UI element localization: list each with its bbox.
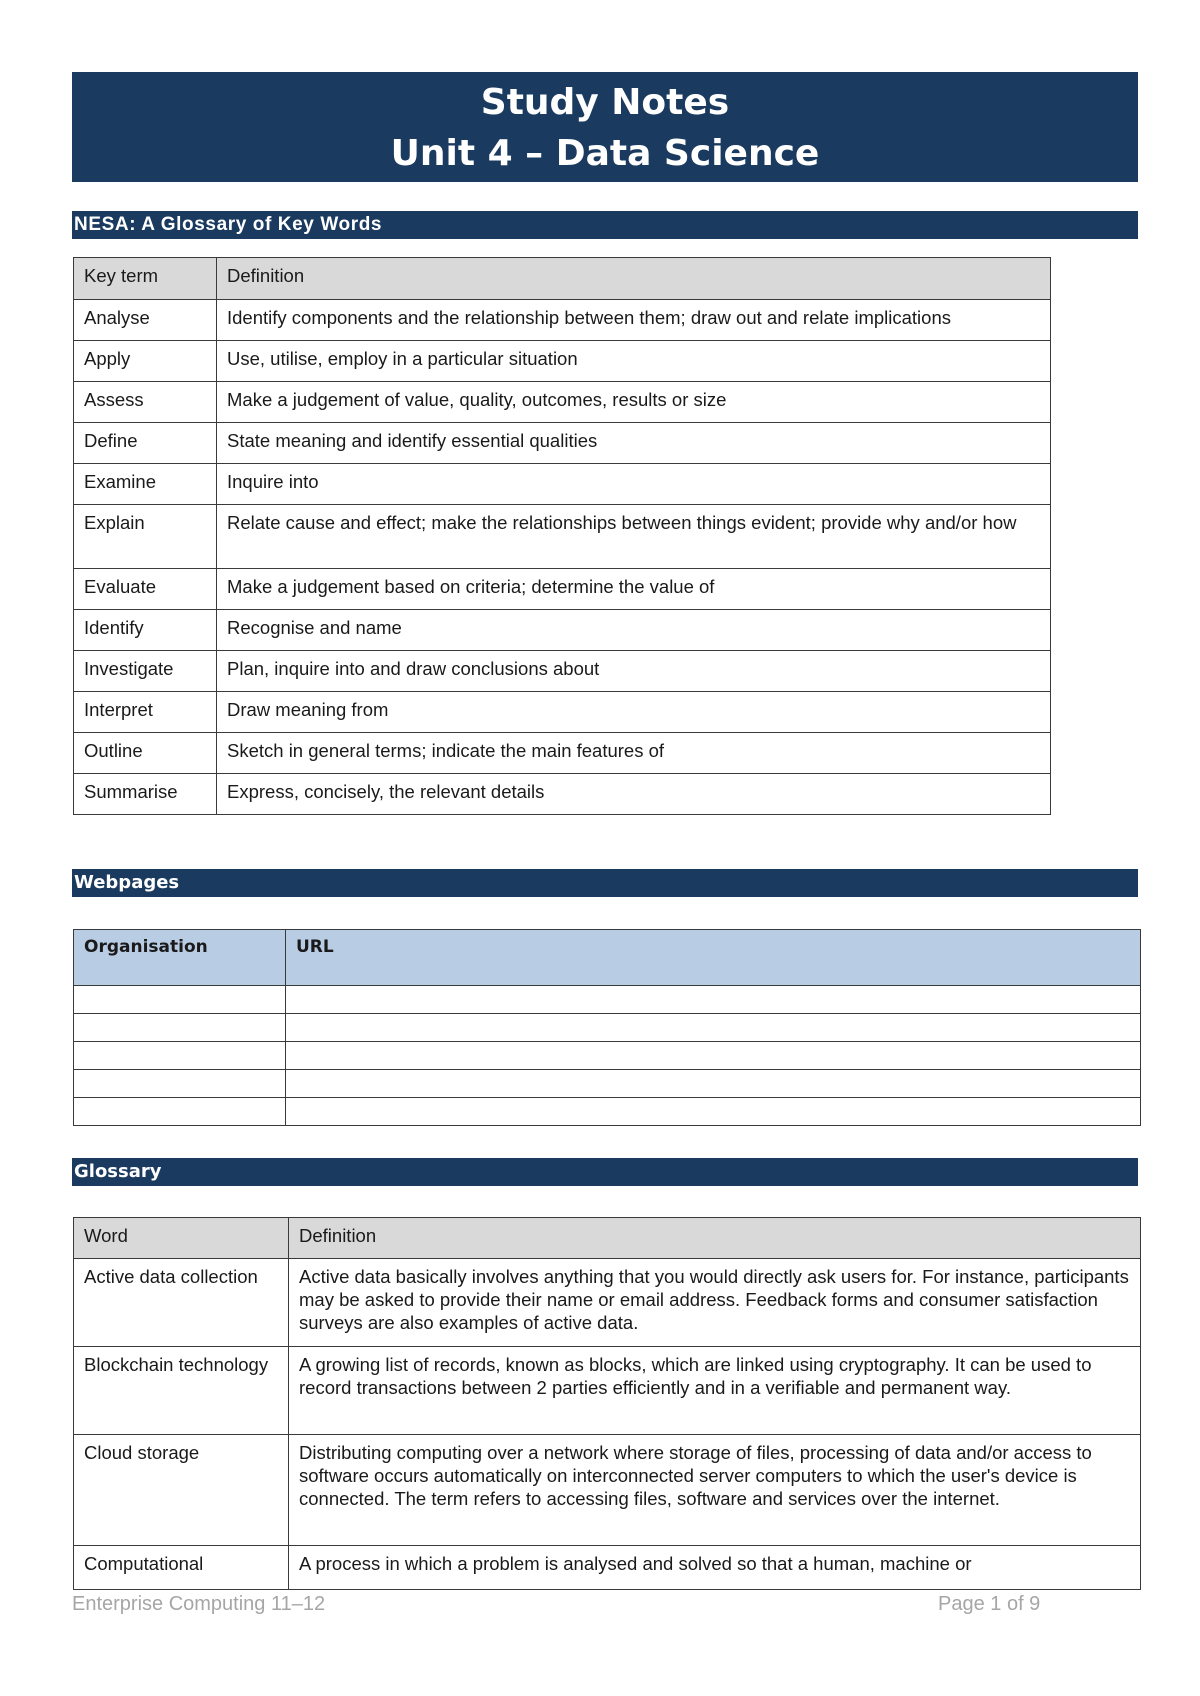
url-cell[interactable] [286, 1070, 1141, 1098]
table-row [74, 986, 1141, 1014]
column-header: Definition [217, 258, 1051, 300]
table-row [74, 569, 1051, 610]
url-cell[interactable] [286, 1098, 1141, 1126]
key-term-cell: Outline [74, 733, 217, 774]
table-row [74, 651, 1051, 692]
organisation-cell[interactable] [74, 1014, 286, 1042]
section-heading-key-words: NESA: A Glossary of Key Words [72, 211, 1138, 239]
glossary-word-cell: Blockchain technology [74, 1347, 289, 1435]
table-row [74, 300, 1051, 341]
glossary-word-cell: Computational [74, 1546, 289, 1590]
table-row [74, 1098, 1141, 1126]
table-row [74, 464, 1051, 505]
key-term-cell: Interpret [74, 692, 217, 733]
definition-cell: Inquire into [217, 464, 1051, 505]
definition-cell: Sketch in general terms; indicate the main features of [217, 733, 1051, 774]
definition-cell: Draw meaning from [217, 692, 1051, 733]
definition-cell: Active data basically involves anything that you would directly ask users for. For instance, participants may be asked to provide their name or email address. Feedback forms and consumer satisfaction surveys are also examples of active data. [289, 1259, 1141, 1347]
url-cell[interactable] [286, 1014, 1141, 1042]
key-term-cell: Identify [74, 610, 217, 651]
organisation-cell[interactable] [74, 1070, 286, 1098]
column-header: Key term [74, 258, 217, 300]
glossary-word-cell: Active data collection [74, 1259, 289, 1347]
key-words-table [73, 257, 1051, 815]
table-row [74, 1042, 1141, 1070]
key-term-cell: Apply [74, 341, 217, 382]
key-term-cell: Explain [74, 505, 217, 569]
table-row [74, 1259, 1141, 1347]
column-header: Definition [289, 1218, 1141, 1259]
definition-cell: Relate cause and effect; make the relationships between things evident; provide why and/or how [217, 505, 1051, 569]
definition-cell: Identify components and the relationship between them; draw out and relate implications [217, 300, 1051, 341]
document-title: Study Notes [480, 82, 730, 123]
table-row [74, 423, 1051, 464]
definition-cell: Make a judgement of value, quality, outcomes, results or size [217, 382, 1051, 423]
organisation-cell[interactable] [74, 1042, 286, 1070]
table-row [74, 505, 1051, 569]
table-row [74, 1014, 1141, 1042]
definition-cell: Use, utilise, employ in a particular situation [217, 341, 1051, 382]
definition-cell: Make a judgement based on criteria; determine the value of [217, 569, 1051, 610]
definition-cell: A growing list of records, known as blocks, which are linked using cryptography. It can be used to record transactions between 2 parties efficiently and in a verifiable and permanent way. [289, 1347, 1141, 1435]
key-term-cell: Evaluate [74, 569, 217, 610]
definition-cell: A process in which a problem is analysed and solved so that a human, machine or [289, 1546, 1141, 1590]
table-header-row [74, 1218, 1141, 1259]
footer-page-number: Page 1 of 9 [938, 1593, 1041, 1615]
table-row [74, 1347, 1141, 1435]
webpages-table [73, 929, 1141, 1126]
table-row [74, 1546, 1141, 1590]
key-term-cell: Examine [74, 464, 217, 505]
table-header-row [74, 930, 1141, 986]
table-row [74, 341, 1051, 382]
key-term-cell: Investigate [74, 651, 217, 692]
table-row [74, 1070, 1141, 1098]
organisation-cell[interactable] [74, 1098, 286, 1126]
section-heading-webpages: Webpages [72, 869, 1138, 897]
definition-cell: Plan, inquire into and draw conclusions about [217, 651, 1051, 692]
key-term-cell: Assess [74, 382, 217, 423]
definition-cell: Express, concisely, the relevant details [217, 774, 1051, 815]
table-header-row [74, 258, 1051, 300]
table-row [74, 382, 1051, 423]
key-term-cell: Define [74, 423, 217, 464]
table-row [74, 1435, 1141, 1546]
url-cell[interactable] [286, 1042, 1141, 1070]
column-header: Organisation [74, 930, 286, 986]
definition-cell: Distributing computing over a network where storage of files, processing of data and/or access to software occurs automatically on interconnected server computers to which the user's device is connected. The term refers to accessing files, software and services over the internet. [289, 1435, 1141, 1546]
document-subtitle: Unit 4 – Data Science [390, 133, 820, 174]
glossary-word-cell: Cloud storage [74, 1435, 289, 1546]
column-header: URL [286, 930, 1141, 986]
footer-course-name: Enterprise Computing 11–12 [72, 1593, 326, 1615]
section-heading-glossary: Glossary [72, 1158, 1138, 1186]
organisation-cell[interactable] [74, 986, 286, 1014]
table-row [74, 733, 1051, 774]
definition-cell: Recognise and name [217, 610, 1051, 651]
key-term-cell: Analyse [74, 300, 217, 341]
url-cell[interactable] [286, 986, 1141, 1014]
title-banner [72, 72, 1138, 182]
table-row [74, 774, 1051, 815]
glossary-table [73, 1217, 1141, 1590]
definition-cell: State meaning and identify essential qualities [217, 423, 1051, 464]
table-row [74, 610, 1051, 651]
key-term-cell: Summarise [74, 774, 217, 815]
table-row [74, 692, 1051, 733]
column-header: Word [74, 1218, 289, 1259]
